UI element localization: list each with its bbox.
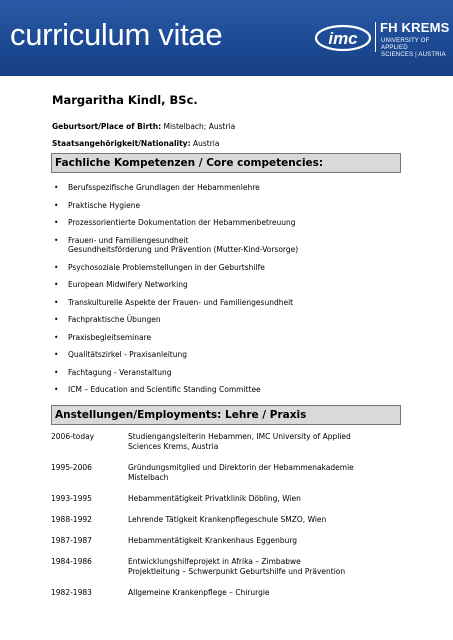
employment-years: 1982-1983 xyxy=(51,588,92,597)
logo-subtitle xyxy=(381,38,453,59)
list-item: • Berufsspezifische Grundlagen der Hebammenlehre xyxy=(54,183,414,193)
nationality-value: Austria xyxy=(190,139,220,148)
competencies-heading: Fachliche Kompetenzen / Core competencies: xyxy=(55,157,324,169)
employment-description: Allgemeine Krankenpflege – Chirurgie xyxy=(128,588,270,597)
logo-subtitle-line-1: UNIVERSITY OF APPLIED xyxy=(381,38,430,51)
birth-info xyxy=(52,122,235,131)
list-item: • Transkulturelle Aspekte der Frauen- und Familiengesundheit xyxy=(54,298,414,308)
list-item: • Praktische Hygiene xyxy=(54,201,414,211)
list-item: • Fachpraktische Übungen xyxy=(54,315,414,325)
employments-list xyxy=(51,432,431,598)
birth-value: Mistelbach; Austria xyxy=(161,122,236,131)
list-item: • Qualitätszirkel - Praxisanleitung xyxy=(54,350,414,360)
employment-description: Entwicklungshilfeprojekt in Afrika – Zimbabwe Projektleitung – Schwerpunkt Geburtshilfe und Prävention xyxy=(128,557,346,576)
logo-subtitle-line-2: SCIENCES | AUSTRIA xyxy=(381,52,446,58)
list-item: • Praxisbegleitseminare xyxy=(54,333,414,343)
employment-row xyxy=(51,588,431,598)
competencies-list xyxy=(54,183,414,395)
employments-heading: Anstellungen/Employments: Lehre / Praxis xyxy=(55,409,307,421)
employment-years: 1984-1986 xyxy=(51,557,92,566)
employment-row xyxy=(51,515,431,525)
competencies-heading-box xyxy=(51,153,401,173)
header-banner xyxy=(0,0,453,76)
list-item: • Psychosoziale Problemstellungen in der Geburtshilfe xyxy=(54,263,414,273)
employment-row xyxy=(51,463,431,483)
employment-row xyxy=(51,557,431,577)
employment-description: Lehrende Tätigkeit Krankenpflegeschule SMZO, Wien xyxy=(128,515,327,524)
list-item: • Prozessorientierte Dokumentation der Hebammenbetreuung xyxy=(54,218,414,228)
nationality-label: Staatsangehörigkeit/Nationality: xyxy=(52,139,191,148)
list-item: • Frauen- und Familiengesundheit Gesundheitsförderung und Prävention (Mutter-Kind-Vorsorge) xyxy=(54,236,414,255)
employment-row xyxy=(51,432,431,452)
person-name: Margaritha Kindl, BSc. xyxy=(52,93,198,107)
birth-label: Geburtsort/Place of Birth: xyxy=(52,122,162,131)
employment-row xyxy=(51,494,431,504)
list-item: • ICM – Education and Scientific Standing Committee xyxy=(54,385,414,395)
employment-description: Gründungsmitglied und Direktorin der Hebammenakademie Mistelbach xyxy=(128,463,354,482)
list-item: • Fachtagung - Veranstaltung xyxy=(54,368,414,378)
imc-logo-text: imc xyxy=(328,29,358,48)
employment-years: 1993-1995 xyxy=(51,494,92,503)
logo-divider xyxy=(375,22,376,52)
employment-description: Hebammentätigkeit Privatklinik Döbling, Wien xyxy=(128,494,301,503)
employment-description: Studiengangsleiterin Hebammen, IMC University of Applied Sciences Krems, Austria xyxy=(128,432,351,451)
imc-logo xyxy=(314,24,372,52)
list-item: • European Midwifery Networking xyxy=(54,280,414,290)
fh-krems-logo-text: FH KREMS xyxy=(380,20,450,35)
employment-years: 2006-today xyxy=(51,432,95,441)
employment-row xyxy=(51,536,431,546)
nationality-info xyxy=(52,139,219,148)
employment-years: 1988-1992 xyxy=(51,515,92,524)
employments-heading-box xyxy=(51,405,401,425)
employment-description: Hebammentätigkeit Krankenhaus Eggenburg xyxy=(128,536,298,545)
page-title: curriculum vitae xyxy=(10,17,223,52)
employment-years: 1995-2006 xyxy=(51,463,92,472)
employment-years: 1987-1987 xyxy=(51,536,92,545)
